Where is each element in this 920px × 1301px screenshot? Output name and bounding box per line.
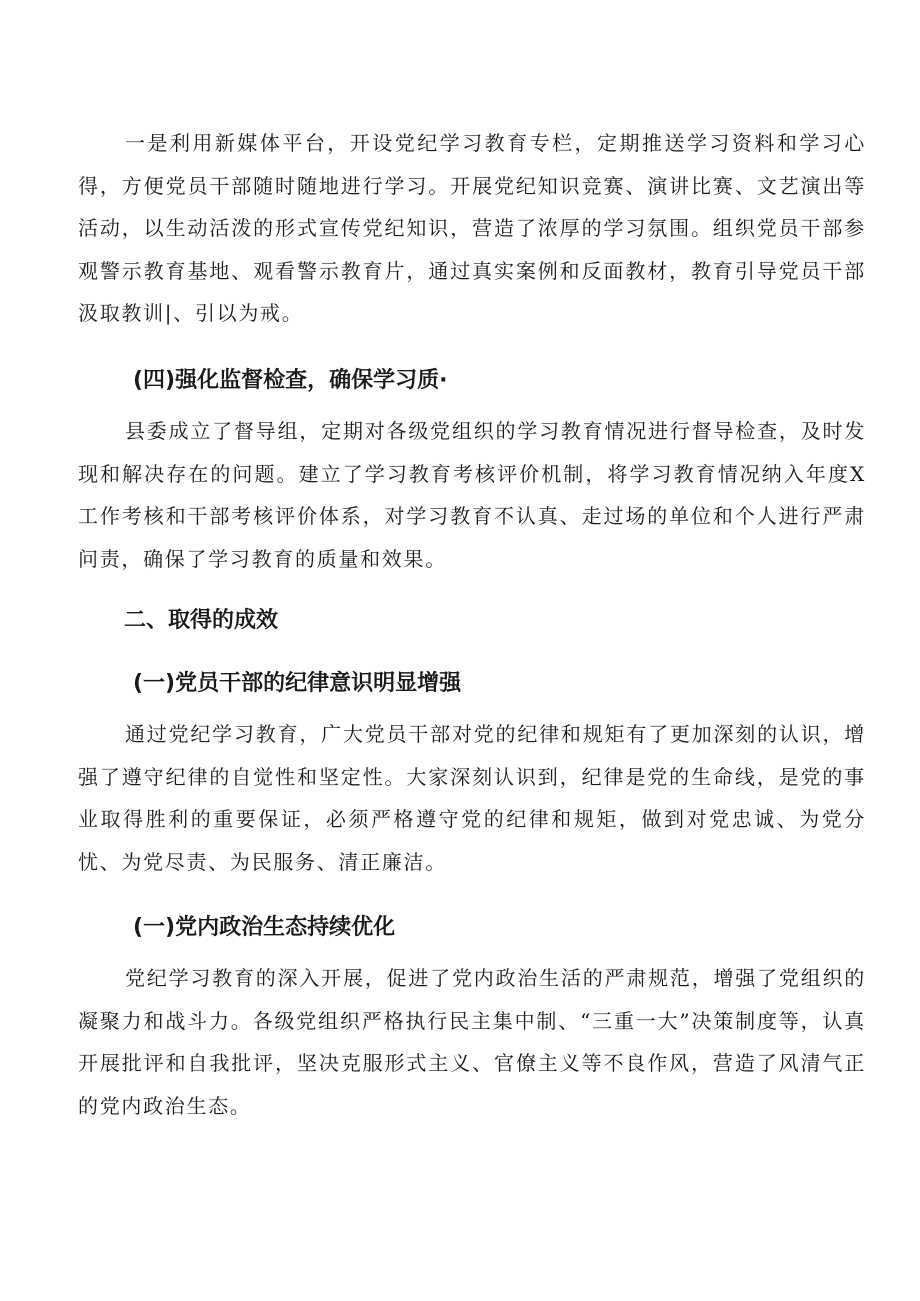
sub-heading: (一)党员干部的纪律意识明显增强 (133, 671, 462, 696)
body-paragraph: 通过党纪学习教育，广大党员干部对党的纪律和规矩有了更加深刻的认识，增强了遵守纪律的自觉性和坚定性。大家深刻认识到，纪律是党的生命线，是党的事业取得胜利的重要保证，必须严格遵守党的纪律和规矩，做到对党忠诚、为党分忧、为党尽责、为民服务、清正廉洁。 (78, 722, 866, 874)
section-heading: 二、取得的成效 (124, 608, 279, 633)
sub-heading: (一)党内政治生态持续优化 (133, 915, 396, 940)
body-paragraph: 县委成立了督导组，定期对各级党组织的学习教育情况进行督导检查，及时发现和解决存在的问题。建立了学习教育考核评价机制，将学习教育情况纳入年度X工作考核和干部考核评价体系，对学习教育不认真、走过场的单位和个人进行严肃问责，确保了学习教育的质量和效果。 (78, 419, 866, 571)
body-paragraph: 党纪学习教育的深入开展，促进了党内政治生活的严肃规范，增强了党组织的凝聚力和战斗力。各级党组织严格执行民主集中制、“三重一大”决策制度等，认真开展批评和自我批评，坚决克服形式主义、官僚主义等不良作风，营造了风清气正的党内政治生态。 (78, 966, 866, 1118)
sub-heading: (四)强化监督检查，确保学习质· (133, 368, 448, 393)
body-paragraph: 一是利用新媒体平台，开设党纪学习教育专栏，定期推送学习资料和学习心得，方便党员干部随时随地进行学习。开展党纪知识竞赛、演讲比赛、文艺演出等活动，以生动活泼的形式宣传党纪知识，营造了浓厚的学习氛围。组织党员干部参观警示教育基地、观看警示教育片，通过真实案例和反面教材，教育引导党员干部汲取教训|、引以为戒。 (78, 131, 866, 325)
